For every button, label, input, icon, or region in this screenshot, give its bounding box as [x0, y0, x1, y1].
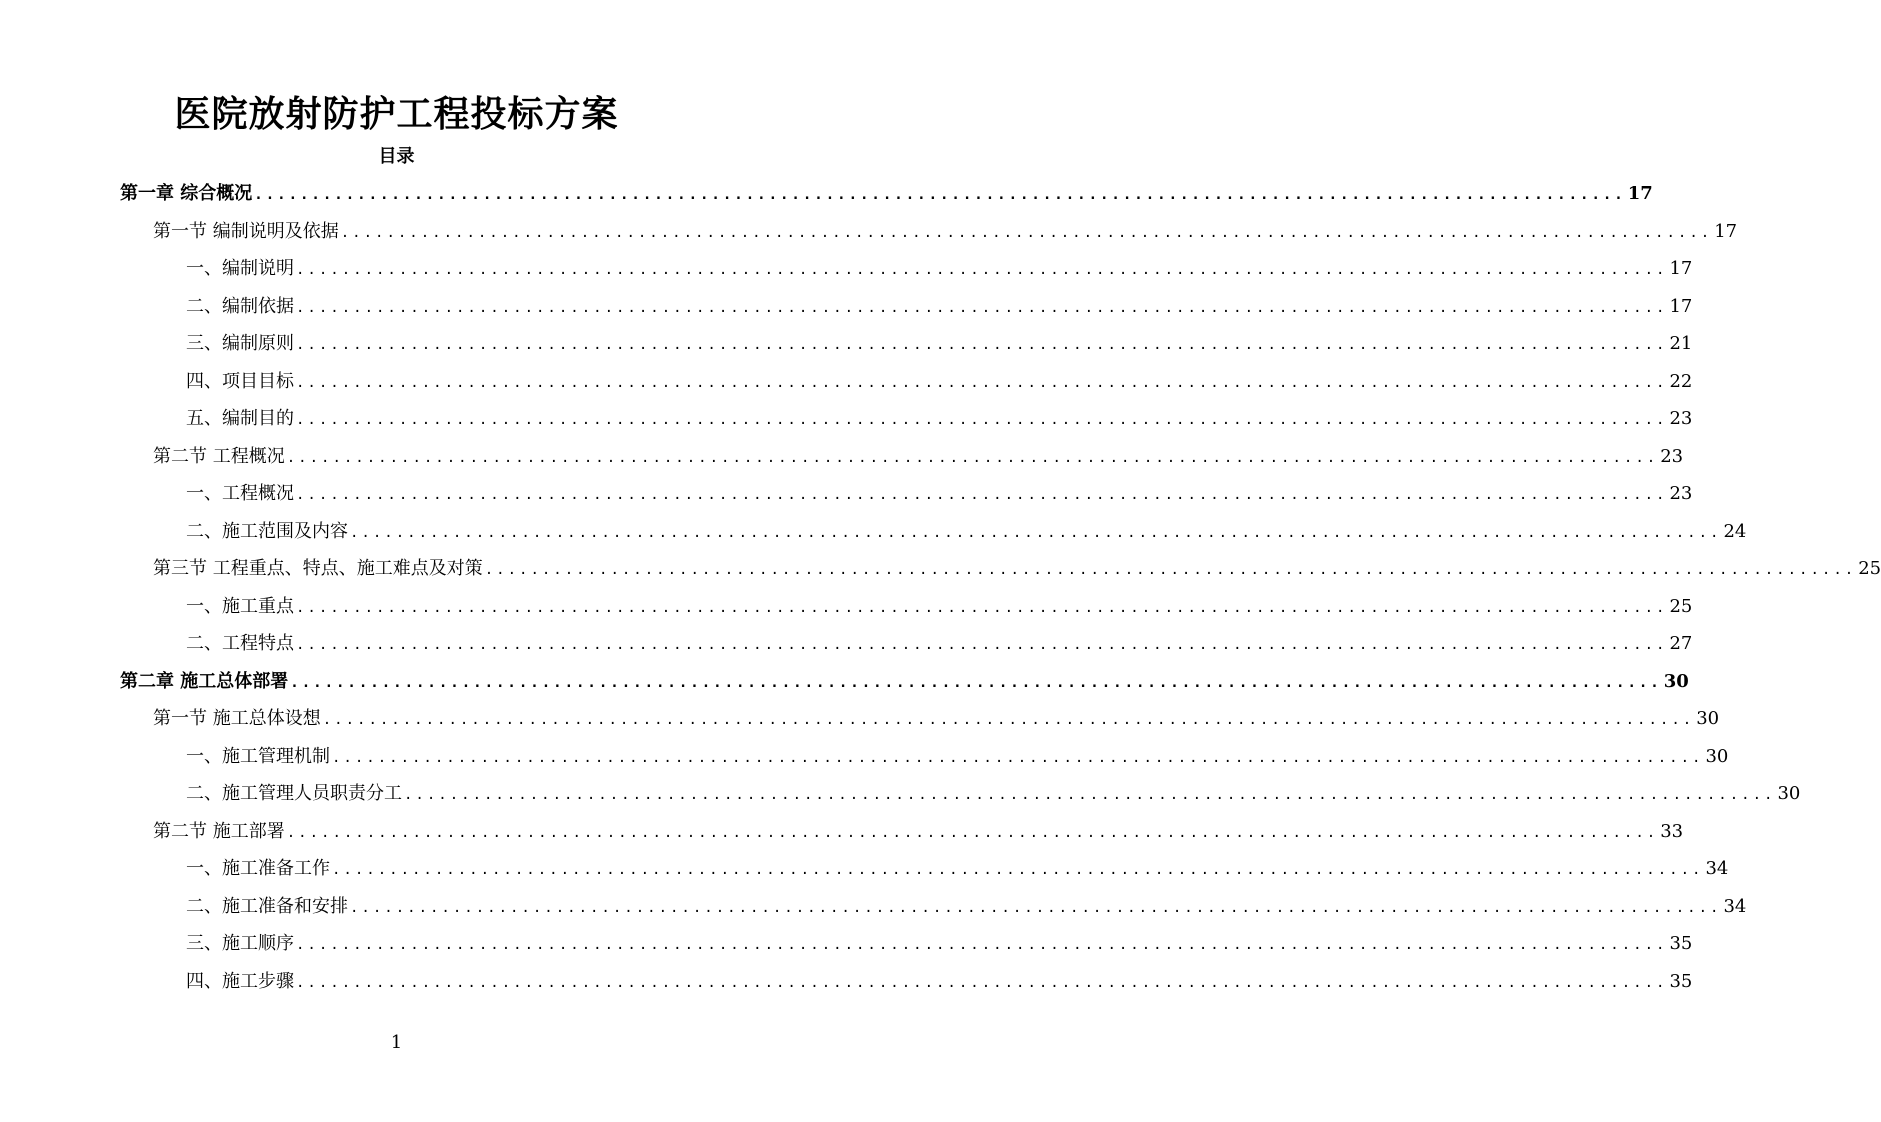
dot-leader: ........................................................................................................................ [350, 525, 1722, 541]
toc-entry-label: 第二节 工程概况 [153, 446, 285, 467]
dot-leader: ........................................................................................................................ [296, 600, 1668, 616]
toc-entry-label: 第二章 施工总体部署 [120, 671, 289, 692]
dot-leader: ........................................................................................................................ [296, 937, 1668, 953]
document-title: 医院放射防护工程投标方案 [174, 93, 619, 135]
toc-entry-label: 二、编制依据 [186, 296, 294, 317]
toc-entry[interactable] [186, 400, 1693, 437]
toc-entry-label: 一、工程概况 [186, 483, 294, 504]
toc-entry-page-number: 17 [1714, 221, 1738, 242]
toc-entry-page-number: 17 [1669, 296, 1693, 317]
dot-leader: ........................................................................................................................ [296, 375, 1668, 391]
dot-leader: ........................................................................................................................ [340, 225, 1713, 241]
dot-leader: ........................................................................................................................ [296, 337, 1668, 353]
dot-leader: ........................................................................................................................ [296, 300, 1668, 316]
toc-entry-page-number: 35 [1669, 933, 1693, 954]
toc-entry-label: 一、施工重点 [186, 596, 294, 617]
toc-entry-page-number: 34 [1705, 858, 1729, 879]
toc-entry[interactable] [120, 175, 1653, 212]
dot-leader: ........................................................................................................................ [290, 675, 1662, 691]
dot-leader: ........................................................................................................................ [332, 750, 1704, 766]
toc-entry[interactable] [186, 475, 1693, 512]
dot-leader: ........................................................................................................................ [296, 412, 1668, 428]
dot-leader: ........................................................................................................................ [296, 487, 1668, 503]
dot-leader: ........................................................................................................................ [286, 825, 1659, 841]
toc-entry-page-number: 22 [1669, 371, 1693, 392]
toc-entry[interactable] [153, 438, 1684, 475]
toc-entry[interactable] [153, 700, 1720, 737]
toc-entry-label: 第一节 编制说明及依据 [153, 221, 339, 242]
toc-entry-page-number: 17 [1627, 183, 1653, 204]
toc-entry[interactable] [186, 963, 1693, 1000]
toc-entry-label: 四、项目目标 [186, 371, 294, 392]
toc-entry-label: 第三节 工程重点、特点、施工难点及对策 [153, 558, 483, 579]
toc-entry[interactable] [186, 625, 1693, 662]
toc-entry[interactable] [186, 288, 1693, 325]
page-number: 1 [390, 1032, 403, 1053]
toc-entry[interactable] [186, 775, 1801, 812]
toc-entry-page-number: 30 [1705, 746, 1729, 767]
toc-entry-label: 二、施工范围及内容 [186, 521, 348, 542]
dot-leader: ........................................................................................................................ [254, 187, 1626, 203]
toc-entry-label: 一、施工管理机制 [186, 746, 330, 767]
dot-leader: ........................................................................................................................ [404, 787, 1776, 803]
toc-entry-label: 第一节 施工总体设想 [153, 708, 321, 729]
toc-entry-label: 三、施工顺序 [186, 933, 294, 954]
toc-entry-label: 一、施工准备工作 [186, 858, 330, 879]
toc-heading: 目录 [378, 146, 415, 167]
toc-entry-label: 二、工程特点 [186, 633, 294, 654]
toc-entry[interactable] [186, 888, 1747, 925]
toc-entry[interactable] [186, 513, 1747, 550]
toc-entry-label: 第二节 施工部署 [153, 821, 285, 842]
toc-entry-page-number: 25 [1858, 558, 1881, 579]
toc-entry[interactable] [186, 588, 1693, 625]
toc-entry-label: 一、编制说明 [186, 258, 294, 279]
toc-entry[interactable] [120, 663, 1689, 700]
toc-entry[interactable] [153, 550, 1881, 587]
toc-entry-page-number: 23 [1669, 483, 1693, 504]
toc-entry-label: 三、编制原则 [186, 333, 294, 354]
toc-entry-page-number: 33 [1660, 821, 1684, 842]
dot-leader: ........................................................................................................................ [296, 637, 1668, 653]
toc-entry[interactable] [153, 213, 1738, 250]
dot-leader: ........................................................................................................................ [296, 262, 1668, 278]
toc-entry-page-number: 30 [1777, 783, 1801, 804]
toc-entry-page-number: 30 [1696, 708, 1720, 729]
toc-entry[interactable] [186, 325, 1693, 362]
toc-entry[interactable] [186, 738, 1729, 775]
toc-entry-page-number: 17 [1669, 258, 1693, 279]
toc-entry-page-number: 30 [1663, 671, 1689, 692]
toc-entry-page-number: 35 [1669, 971, 1693, 992]
toc-entry[interactable] [186, 363, 1693, 400]
toc-entry-label: 第一章 综合概况 [120, 183, 253, 204]
dot-leader: ........................................................................................................................ [332, 862, 1704, 878]
toc-entry[interactable] [186, 250, 1693, 287]
dot-leader: ........................................................................................................................ [296, 975, 1668, 991]
toc-entry-page-number: 25 [1669, 596, 1693, 617]
toc-entry-page-number: 24 [1723, 521, 1747, 542]
toc-entry-label: 四、施工步骤 [186, 971, 294, 992]
toc-entry-page-number: 23 [1669, 408, 1693, 429]
dot-leader: ........................................................................................................................ [286, 450, 1659, 466]
dot-leader: ........................................................................................................................ [484, 562, 1857, 578]
toc-entry[interactable] [153, 813, 1684, 850]
toc-entry-label: 二、施工管理人员职责分工 [186, 783, 402, 804]
dot-leader: ........................................................................................................................ [322, 712, 1695, 728]
toc-entry[interactable] [186, 850, 1729, 887]
toc-entry[interactable] [186, 925, 1693, 962]
toc-entry-label: 五、编制目的 [186, 408, 294, 429]
toc-entry-page-number: 23 [1660, 446, 1684, 467]
toc-entry-label: 二、施工准备和安排 [186, 896, 348, 917]
toc-entry-page-number: 27 [1669, 633, 1693, 654]
toc-entry-page-number: 21 [1669, 333, 1693, 354]
toc-entry-page-number: 34 [1723, 896, 1747, 917]
dot-leader: ........................................................................................................................ [350, 900, 1722, 916]
